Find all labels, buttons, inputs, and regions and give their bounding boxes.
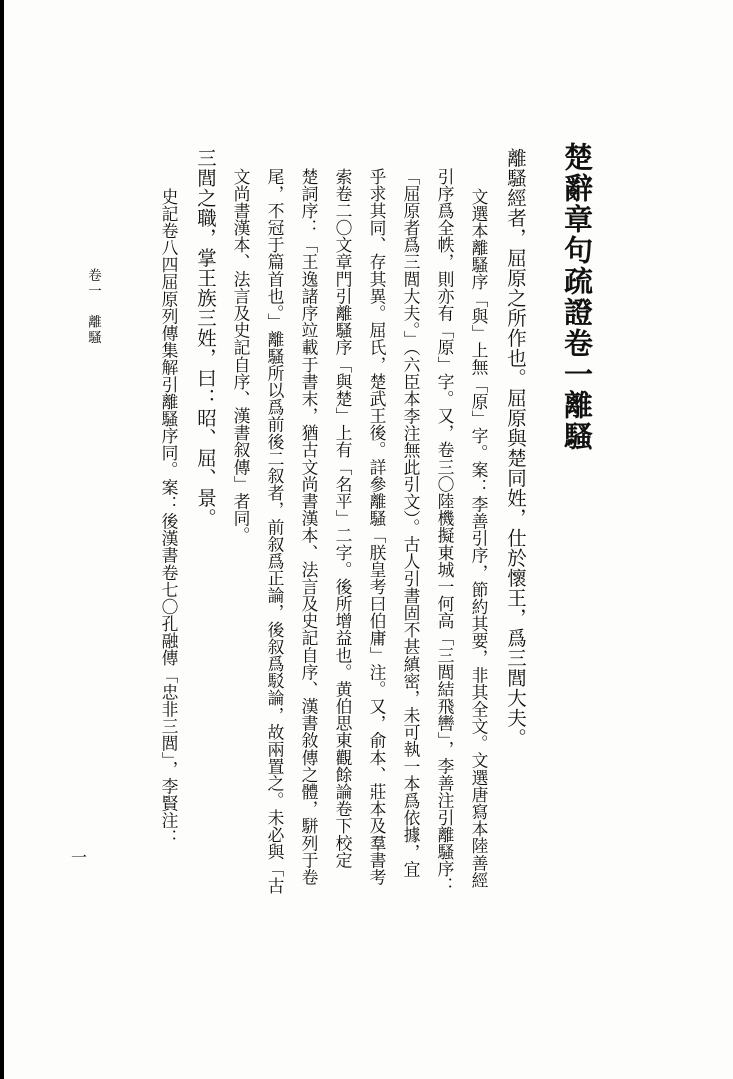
commentary-column-2: 引序爲全帙，則亦有「原」字。又，卷三〇陸機擬東城一何高「三閭結飛轡」，李善注引離騷序：	[435, 168, 455, 895]
commentary-column-3: 「屈原者爲三閭大夫。」（六臣本李注無此引文）。古人引書固不甚縝密，未可執一本爲依據，宜	[401, 168, 421, 878]
scan-edge	[0, 0, 4, 1079]
commentary-column-5: 索卷二〇文章門引離騷序「與楚」上有「名平」二字。後所增益也。黄伯思東觀餘論卷下校定	[333, 168, 353, 869]
main-text-column-2: 三閭之職，掌王族三姓，曰：昭、屈、景。	[194, 148, 217, 528]
commentary-column-6: 楚詞序：「王逸諸序竝載于書末，猶古文尚書漢本、法言及史記自序、漢書敘傳之體，駢列于卷	[299, 168, 319, 886]
commentary-column-7: 尾，不冠于篇首也。」離騷所以爲前後二叙者，前叙爲正論，後叙爲駁論，故兩置之。未必與「古	[265, 168, 285, 895]
page-number: 一	[70, 848, 87, 867]
commentary-column-1: 文選本離騷序「與」上無「原」字。案：李善引序，節約其要，非其全文。文選唐寫本陸善經	[469, 188, 489, 889]
page-title: 楚辭章句疏證卷一離騷	[560, 142, 594, 452]
running-header: 卷一 離騷	[85, 268, 101, 346]
commentary-column-4: 乎求其同、存其異。屈氏，楚武王後。詳參離騷「朕皇考曰伯庸」注。又，俞本、莊本及羣書考	[367, 168, 387, 886]
commentary-column-9: 史記卷八四屈原列傳集解引離騷序同。案：後漢書卷七〇孔融傳「忠非三閭」，李賢注：	[159, 188, 179, 847]
main-text-column-1: 離騷經者，屈原之所作也。屈原與楚同姓，仕於懷王，爲三閭大夫。	[504, 148, 527, 748]
commentary-column-8: 文尚書漢本、法言及史記自序、漢書叙傳」者同。	[231, 168, 251, 544]
